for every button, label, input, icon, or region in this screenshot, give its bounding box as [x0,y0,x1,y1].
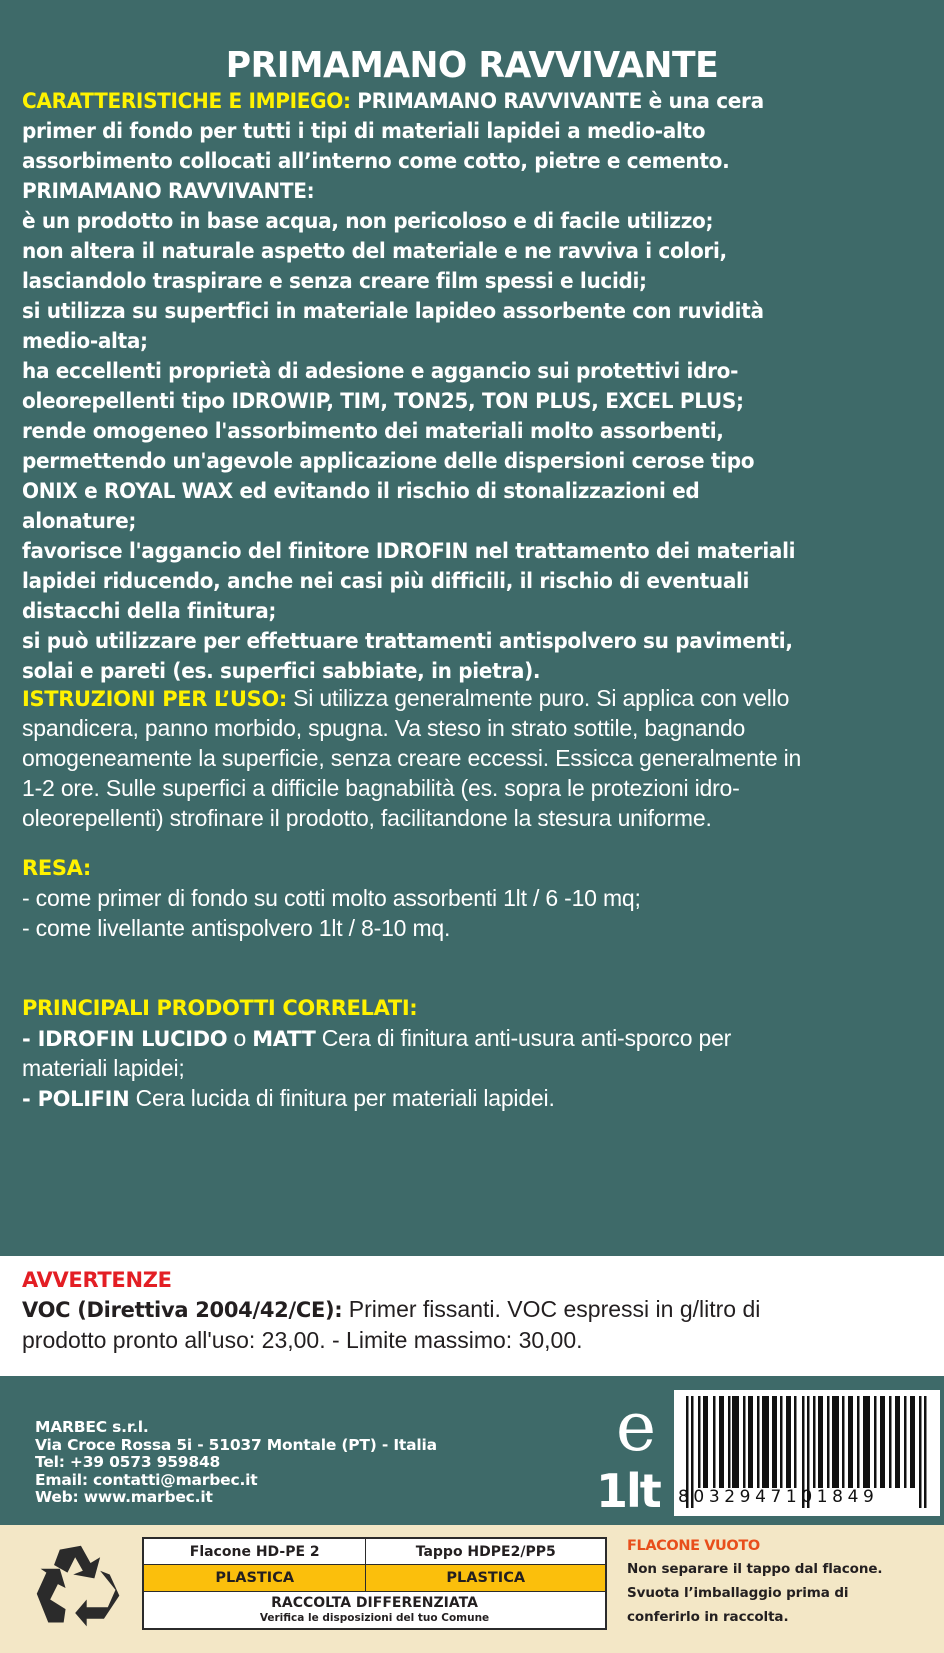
product-name: ONIX [22,479,78,503]
product-description: Cera lucida di finitura per materiali lapidei. [129,1085,555,1111]
recycling-table [142,1537,607,1630]
text-line: medio-alta; [22,329,148,353]
product-name: IDROFIN [375,539,469,563]
related-item [22,1083,927,1113]
product-name: ROYAL WAX [104,479,233,503]
text-line [22,476,886,506]
product-name: PRIMAMANO RAVVIVANTE [350,89,642,113]
barcode [674,1390,940,1516]
related-item [22,1023,927,1053]
text-line: rende omogeneo l'assorbimento dei materiali molto assorbenti, [22,419,724,443]
text-line: non altera il naturale aspetto del materiale e ne ravviva i colori, [22,239,727,263]
text-line [22,536,886,566]
text-fragment: oleorepellenti tipo [22,389,232,413]
company-email: Email: contatti@marbec.it [35,1470,258,1489]
warnings-heading: AVVERTENZE [22,1268,172,1292]
product-name: POLIFIN [37,1087,130,1111]
separate-collection-note: Verifica le disposizioni del tuo Comune [259,1612,490,1624]
text-line: PRIMAMANO RAVVIVANTE: [22,179,315,203]
voc-label: VOC (Direttiva 2004/42/CE): [22,1298,343,1322]
text-fragment: Si utilizza generalmente puro. Si applica con vello [286,685,790,711]
text-line [22,683,927,713]
text-line: 1-2 ore. Sulle superfici a difficile bagnabilità (es. sopra le protezioni idro- [22,775,740,801]
volume-label: 1lt [596,1464,660,1518]
product-description: Cera di finitura anti-usura anti-sporco per [315,1025,732,1051]
cap-category: PLASTICA [366,1565,606,1592]
estimated-sign-icon: e [615,1388,657,1467]
text-line: si può utilizzare per effettuare trattamenti antispolvero su pavimenti, [22,629,793,653]
text-line: ha eccellenti proprietà di adesione e aggancio sui protettivi idro- [22,359,739,383]
text-line: lasciandolo traspirare e senza creare film spessi e lucidi; [22,269,647,293]
related-products-section [22,993,927,1113]
text-line: solai e pareti (es. superfici sabbiate, in pietra). [22,659,541,683]
company-web: Web: www.marbec.it [35,1488,213,1506]
voc-text [22,1294,922,1355]
text-line: - come primer di fondo su cotti molto assorbenti 1lt / 6 -10 mq; [22,885,641,911]
instructions-section [22,683,927,833]
cap-material: Tappo HDPE2/PP5 [366,1538,606,1565]
bullet: - [22,1087,38,1111]
company-name: MARBEC s.r.l. [35,1418,149,1436]
text-line: distacchi della finitura; [22,599,277,623]
product-title: PRIMAMANO RAVVIVANTE [225,45,719,86]
characteristics-section [22,86,886,686]
text-line: spandicera, panno morbido, spugna. Va steso in strato sottile, bagnando [22,715,746,741]
recycle-icon [31,1543,127,1633]
text-line: oleorepellenti) strofinare il prodotto, facilitandone la stesura uniforme. [22,805,712,831]
empty-bottle-notice [627,1535,937,1629]
separate-collection-title: RACCOLTA DIFFERENZIATA [271,1595,478,1611]
product-name: IDROFIN LUCIDO [37,1027,228,1051]
product-name: MATT [252,1027,316,1051]
text-fragment: è una cera [641,89,764,113]
section-heading: RESA: [22,856,91,880]
text-line [22,86,886,116]
separate-collection-cell [143,1592,606,1630]
text-line: conferirlo in raccolta. [627,1609,789,1625]
empty-bottle-text [627,1557,937,1629]
company-info [35,1419,437,1507]
section-heading: PRINCIPALI PRODOTTI CORRELATI: [22,996,418,1020]
empty-bottle-heading: FLACONE VUOTO [627,1538,760,1554]
text-fragment: ed evitando il rischio di stonalizzazioni ed [232,479,700,503]
text-line: si utilizza su supertfici in materiale lapideo assorbente con ruvidità [22,299,764,323]
barcode-number: 8032947101849 [678,1487,879,1507]
text-line: materiali lapidei; [22,1055,185,1081]
text-line: - come livellante antispolvero 1lt / 8-10 mq. [22,915,451,941]
text-fragment: nel trattamento dei materiali [468,539,796,563]
text-line [22,1294,922,1325]
text-line: omogeneamente la superficie, senza creare eccessi. Essicca generalmente in [22,745,802,771]
yield-section [22,853,927,943]
text-line: assorbimento collocati all’interno come cotto, pietre e cemento. [22,149,730,173]
text-fragment: o [227,1025,253,1051]
recycling-band [0,1525,944,1653]
text-line: prodotto pronto all'uso: 23,00. - Limite massimo: 30,00. [22,1327,583,1353]
text-line: lapidei riducendo, anche nei casi più difficili, il rischio di eventuali [22,569,750,593]
section-heading: ISTRUZIONI PER L’USO: [22,687,287,711]
text-line [22,386,886,416]
warnings-band [0,1256,944,1376]
text-line: Non separare il tappo dal flacone. [627,1561,883,1577]
text-fragment: favorisce l'aggancio del finitore [22,539,376,563]
text-line: è un prodotto in base acqua, non pericoloso e di facile utilizzo; [22,209,714,233]
text-line: alonature; [22,509,137,533]
company-address: Via Croce Rossa 5i - 51037 Montale (PT) - Italia [35,1435,437,1454]
bullet: - [22,1027,38,1051]
text-line: Svuota l’imballaggio prima di [627,1585,849,1601]
bottle-category: PLASTICA [143,1565,366,1592]
section-heading: CARATTERISTICHE E IMPIEGO: [22,89,351,113]
text-line: primer di fondo per tutti i tipi di materiali lapidei a medio-alto [22,119,706,143]
text-line: permettendo un'agevole applicazione delle dispersioni cerose tipo [22,449,755,473]
related-products-list: IDROWIP, TIM, TON25, TON PLUS, EXCEL PLUS; [231,389,744,413]
company-phone: Tel: +39 0573 959848 [35,1453,221,1471]
text-fragment: Primer fissanti. VOC espressi in g/litro di [342,1296,761,1322]
bottle-material: Flacone HD-PE 2 [143,1538,366,1565]
text-fragment: e [77,479,105,503]
